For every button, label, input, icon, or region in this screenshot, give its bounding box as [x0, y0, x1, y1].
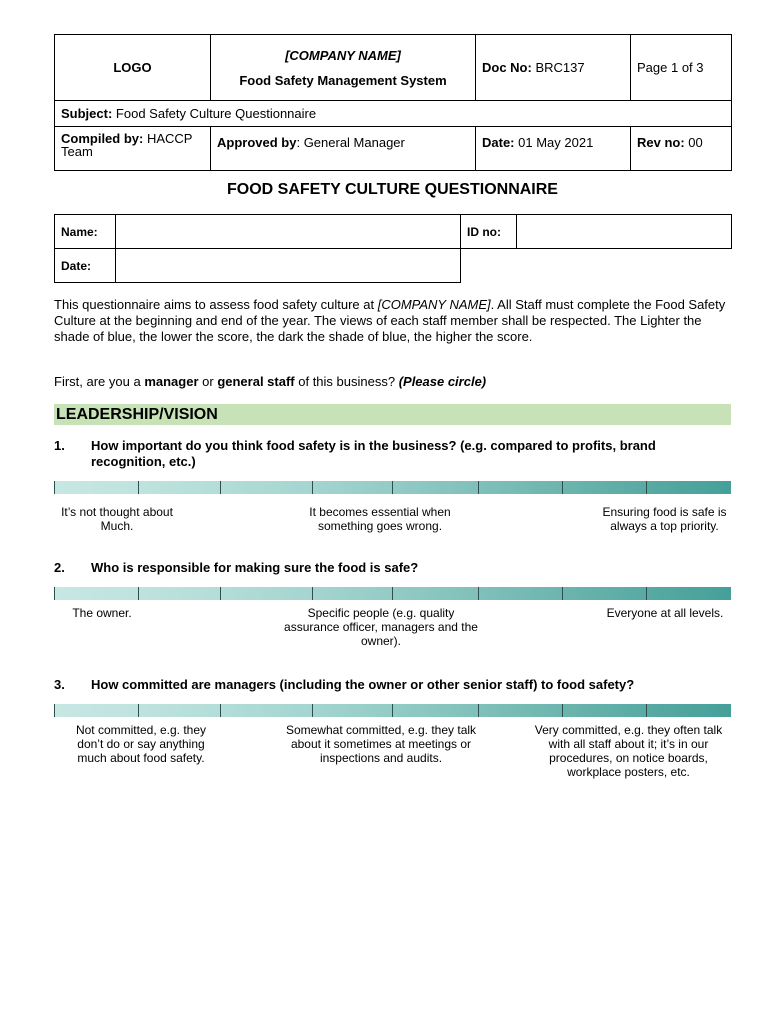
- scale-high-label: Ensuring food is safe is always a top priority.: [602, 505, 727, 533]
- role-note: (Please circle): [398, 374, 487, 389]
- scale-tick: [138, 587, 139, 600]
- scale-segment[interactable]: [312, 481, 392, 494]
- role-manager[interactable]: manager: [144, 374, 199, 389]
- scale-tick: [478, 704, 479, 717]
- logo-placeholder: LOGO: [55, 35, 211, 101]
- subject-cell: [55, 101, 732, 127]
- scale-segment[interactable]: [220, 704, 312, 717]
- system-name: Food Safety Management System: [239, 72, 447, 88]
- id-label: ID no:: [461, 215, 517, 249]
- scale-tick: [138, 481, 139, 494]
- scale-tick: [54, 587, 55, 600]
- scale-tick: [646, 704, 647, 717]
- question-text: How committed are managers (including the owner or other senior staff) to food safety?: [91, 677, 635, 692]
- scale-tick: [646, 481, 647, 494]
- scale-tick: [478, 587, 479, 600]
- scale-segment[interactable]: [138, 587, 220, 600]
- approved-cell: [211, 127, 476, 171]
- question-1: [54, 438, 731, 470]
- rev-cell: [631, 127, 732, 171]
- scale-high-label: Everyone at all levels.: [606, 606, 724, 620]
- subject-label: Subject:: [61, 106, 113, 121]
- document-header-table: [54, 34, 732, 171]
- scale-tick: [54, 704, 55, 717]
- respondent-table: [54, 214, 732, 283]
- date-form-label: Date:: [55, 249, 116, 283]
- scale-tick: [562, 587, 563, 600]
- scale-tick: [220, 704, 221, 717]
- date-field[interactable]: [116, 249, 461, 283]
- scale-tick: [312, 481, 313, 494]
- scale-segment[interactable]: [138, 481, 220, 494]
- scale-tick: [54, 481, 55, 494]
- scale-segment[interactable]: [220, 481, 312, 494]
- doc-no-label: Doc No:: [482, 60, 532, 75]
- question-number: 2.: [54, 560, 65, 575]
- role-text-start: First, are you a: [54, 374, 145, 389]
- scale-tick: [562, 481, 563, 494]
- empty-cell: [461, 249, 517, 283]
- section-heading: LEADERSHIP/VISION: [54, 404, 731, 425]
- scale-tick: [312, 587, 313, 600]
- scale-mid-label: It becomes essential when something goes wrong.: [309, 505, 451, 533]
- question-3: [54, 677, 731, 693]
- role-general-staff[interactable]: general staff: [217, 374, 295, 389]
- question-text: Who is responsible for making sure the food is safe?: [91, 560, 419, 575]
- scale-tick: [478, 481, 479, 494]
- role-question: [54, 374, 731, 389]
- date-label: Date:: [482, 135, 515, 150]
- scale-mid-label: Somewhat committed, e.g. they talk about it sometimes at meetings or inspections and audits.: [285, 723, 477, 765]
- scale-tick: [138, 704, 139, 717]
- question-number: 1.: [54, 438, 65, 453]
- question-number: 3.: [54, 677, 65, 692]
- scale-high-label: Very committed, e.g. they often talk with all staff about it; it’s in our procedures, on notice boards, workplace posters, etc.: [534, 723, 723, 779]
- subject-value: Food Safety Culture Questionnaire: [115, 106, 317, 121]
- scale-segment[interactable]: [220, 587, 312, 600]
- scale-tick: [392, 481, 393, 494]
- scale-segment[interactable]: [646, 481, 731, 494]
- doc-no-value: BRC137: [535, 60, 585, 75]
- name-field[interactable]: [116, 215, 461, 249]
- scale-segment[interactable]: [562, 704, 646, 717]
- intro-company-name: [COMPANY NAME]: [377, 297, 491, 312]
- intro-text-start: This questionnaire aims to assess food safety culture at: [54, 297, 378, 312]
- empty-cell: [517, 249, 732, 283]
- scale-segment[interactable]: [562, 587, 646, 600]
- scale-tick: [392, 704, 393, 717]
- scale-tick: [220, 481, 221, 494]
- rating-scale-2[interactable]: [54, 587, 731, 600]
- scale-tick: [312, 704, 313, 717]
- approved-label: Approved by: [217, 135, 297, 150]
- scale-tick: [646, 587, 647, 600]
- scale-tick: [392, 587, 393, 600]
- scale-segment[interactable]: [646, 704, 731, 717]
- approved-value: : General Manager: [296, 135, 405, 150]
- compiled-label: Compiled by:: [61, 131, 144, 146]
- scale-mid-label: Specific people (e.g. quality assurance officer, managers and the owner).: [284, 606, 478, 648]
- page-number: Page 1 of 3: [631, 35, 732, 101]
- scale-segment[interactable]: [478, 481, 562, 494]
- scale-segment[interactable]: [392, 704, 478, 717]
- doc-no-cell: [476, 35, 631, 101]
- intro-paragraph: [54, 297, 731, 345]
- intro-text-end: . All Staff must complete the Food Safety Culture at the beginning and end of the year. The views of each staff member shall be respected. The Lighter the shade of blue, the lower the score, the dark the shade of blue, the higher the score.: [54, 297, 726, 344]
- date-cell: [476, 127, 631, 171]
- compiled-cell: [55, 127, 211, 171]
- rating-scale-1[interactable]: [54, 481, 731, 494]
- scale-segment[interactable]: [646, 587, 731, 600]
- company-cell: [211, 35, 476, 101]
- company-name: [COMPANY NAME]: [285, 47, 401, 63]
- scale-segment[interactable]: [478, 587, 562, 600]
- scale-segment[interactable]: [138, 704, 220, 717]
- question-2: [54, 560, 731, 576]
- scale-segment[interactable]: [54, 704, 138, 717]
- role-or: or: [198, 374, 218, 389]
- scale-segment[interactable]: [312, 587, 392, 600]
- scale-segment[interactable]: [392, 587, 478, 600]
- scale-segment[interactable]: [478, 704, 562, 717]
- id-field[interactable]: [517, 215, 732, 249]
- document-title: FOOD SAFETY CULTURE QUESTIONNAIRE: [227, 181, 558, 198]
- scale-segment[interactable]: [54, 587, 138, 600]
- scale-segment[interactable]: [312, 704, 392, 717]
- question-text: How important do you think food safety is in the business? (e.g. compared to profits, brand recognition, etc.): [91, 438, 656, 469]
- scale-low-label: Not committed, e.g. they don’t do or say anything much about food safety.: [75, 723, 207, 765]
- rev-label: Rev no:: [637, 135, 685, 150]
- role-text-end: of this business?: [294, 374, 399, 389]
- rating-scale-3[interactable]: [54, 704, 731, 717]
- scale-segment[interactable]: [392, 481, 478, 494]
- scale-low-label: It’s not thought about Much.: [61, 505, 173, 533]
- scale-segment[interactable]: [54, 481, 138, 494]
- date-value: 01 May 2021: [518, 135, 594, 150]
- compiled-value: HACCP Team: [61, 131, 193, 159]
- scale-tick: [220, 587, 221, 600]
- scale-tick: [562, 704, 563, 717]
- scale-low-label: The owner.: [72, 606, 132, 620]
- scale-segment[interactable]: [562, 481, 646, 494]
- rev-value: 00: [688, 135, 703, 150]
- name-label: Name:: [55, 215, 116, 249]
